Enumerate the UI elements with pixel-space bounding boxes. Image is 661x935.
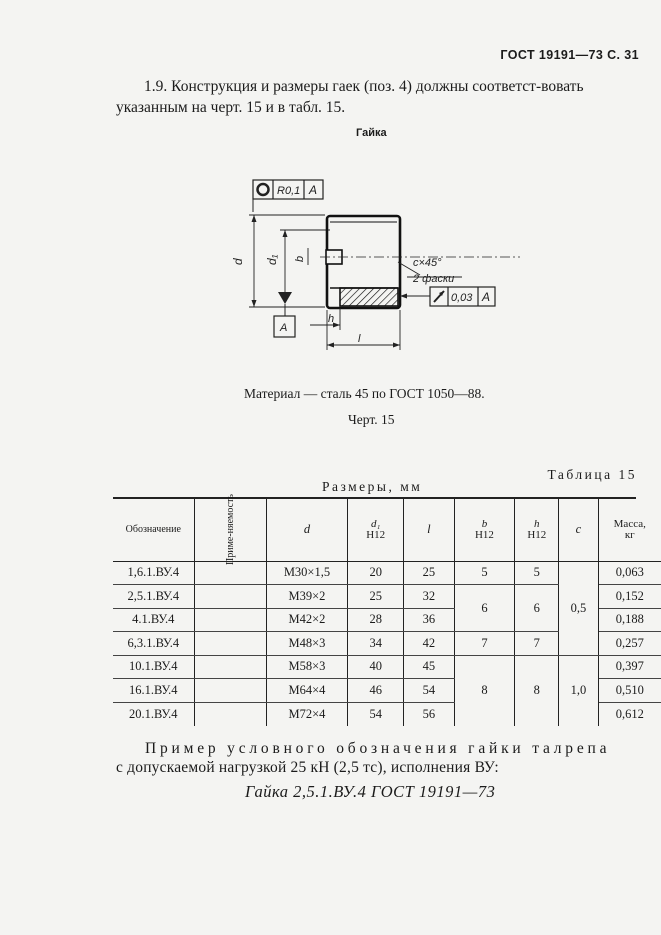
cell-mass: 0,257 — [598, 632, 661, 656]
th-d: d — [266, 499, 348, 561]
cell-mass: 0,612 — [615, 706, 644, 721]
figure-title: Гайка — [356, 127, 387, 139]
cell-mass: 0,510 — [598, 679, 661, 703]
cell-applicability — [194, 702, 266, 726]
cell-designation: 6,3.1.ВУ.4 — [113, 632, 194, 656]
cell-b: 7 — [454, 632, 515, 656]
label-d1: d₁ — [265, 254, 279, 265]
cell-designation: 10.1.ВУ.4 — [113, 655, 194, 679]
cell-applicability — [194, 655, 266, 679]
th-c: c — [559, 499, 598, 561]
tol-round-value: R0,1 — [277, 185, 301, 197]
th-applicability: Приме-няемость — [194, 499, 266, 561]
cell-h: 6 — [515, 585, 559, 632]
material-note: Материал — сталь 45 по ГОСТ 1050—88. — [244, 386, 485, 401]
table-row — [113, 561, 661, 585]
label-d: d — [231, 258, 245, 265]
cell-d: M30×1,5 — [266, 561, 348, 585]
cell-designation: 2,5.1.ВУ.4 — [113, 585, 194, 609]
cell-c: 1,0 — [559, 655, 598, 726]
cell-d1: 40 — [348, 655, 404, 679]
figure-caption: Черт. 15 — [348, 412, 395, 427]
cell-l: 36 — [404, 608, 455, 632]
cell-applicability — [194, 679, 266, 703]
nut-drawing — [230, 170, 520, 355]
datum-triangle — [278, 292, 292, 304]
cell-b: 8 — [454, 655, 515, 726]
cell-applicability — [194, 608, 266, 632]
cell-d: M64×4 — [266, 679, 348, 703]
cell-designation: 4.1.ВУ.4 — [113, 608, 194, 632]
cell-b: 5 — [454, 561, 515, 585]
circle-form-tolerance-icon — [258, 184, 269, 195]
cell-d1: 46 — [348, 679, 404, 703]
cell-mass: 0,397 — [598, 655, 661, 679]
cell-l: 54 — [404, 679, 455, 703]
th-designation: Обозначение — [113, 499, 194, 561]
dimensions-label: Размеры, мм — [322, 479, 423, 494]
cell-d1: 28 — [348, 608, 404, 632]
dimensions-table — [113, 494, 661, 726]
cell-applicability — [194, 632, 266, 656]
paragraph-text: 1.9. Конструкция и размеры гаек (поз. 4) должны соответст-вовать указанным на черт. 15 и в табл. 15. — [116, 78, 584, 116]
cell-d1: 54 — [348, 702, 404, 726]
cell-d: M39×2 — [266, 585, 348, 609]
table-row — [113, 655, 661, 679]
cell-h: 7 — [515, 632, 559, 656]
th-d1: d₁ H12 — [348, 499, 404, 561]
roundness-tolerance-frame — [253, 180, 323, 212]
tol-runout-base: A — [482, 290, 491, 304]
cell-designation: 1,6.1.ВУ.4 — [113, 561, 194, 585]
example-text: с допускаемой нагрузкой 25 кН (2,5 тс), исполнения ВУ: — [116, 759, 499, 776]
cell-l: 42 — [404, 632, 455, 656]
cell-h: 8 — [515, 655, 559, 726]
cell-d: M48×3 — [266, 632, 348, 656]
cell-l: 25 — [404, 561, 455, 585]
cell-d1: 25 — [348, 585, 404, 609]
chamfer-label: c×45° — [413, 257, 442, 269]
example-designation: Гайка 2,5.1.ВУ.4 ГОСТ 19191—73 — [245, 782, 496, 801]
cell-mass: 0,188 — [598, 608, 661, 632]
cell-mass: 0,063 — [598, 561, 661, 585]
cell-d1: 20 — [348, 561, 404, 585]
tol-round-base: A — [309, 183, 318, 197]
cell-d: M72×4 — [266, 702, 348, 726]
datum-label: A — [280, 322, 288, 334]
th-b: b H12 — [454, 499, 515, 561]
table-label: Таблица 15 — [547, 467, 637, 482]
cell-d1: 34 — [348, 632, 404, 656]
runout-tolerance-frame — [400, 287, 495, 306]
th-mass: Масса, кг — [598, 499, 661, 561]
cell-d: M42×2 — [266, 608, 348, 632]
cell-b: 6 — [454, 585, 515, 632]
cell-applicability — [194, 585, 266, 609]
th-h: h H12 — [515, 499, 559, 561]
cell-designation: 16.1.ВУ.4 — [113, 679, 194, 703]
cell-d: M58×3 — [266, 655, 348, 679]
cell-l: 56 — [404, 702, 455, 726]
label-h: h — [328, 313, 335, 325]
paragraph-1-9 — [116, 76, 636, 118]
th-l: l — [404, 499, 455, 561]
cell-l: 32 — [404, 585, 455, 609]
label-b: b — [294, 255, 306, 262]
page-header: ГОСТ 19191—73 С. 31 — [500, 48, 639, 62]
cell-c: 0,5 — [559, 561, 598, 655]
label-l: l — [358, 333, 361, 345]
tol-runout-value: 0,03 — [451, 292, 473, 304]
cell-l: 45 — [404, 655, 455, 679]
example-heading: Пример условного обозначения гайки талрепа — [145, 740, 611, 757]
cell-h: 5 — [515, 561, 559, 585]
chamfer-note: 2 фаски — [413, 273, 455, 285]
cell-mass: 0,152 — [598, 585, 661, 609]
cell-designation: 20.1.ВУ.4 — [113, 702, 194, 726]
table-header-row — [113, 499, 661, 561]
